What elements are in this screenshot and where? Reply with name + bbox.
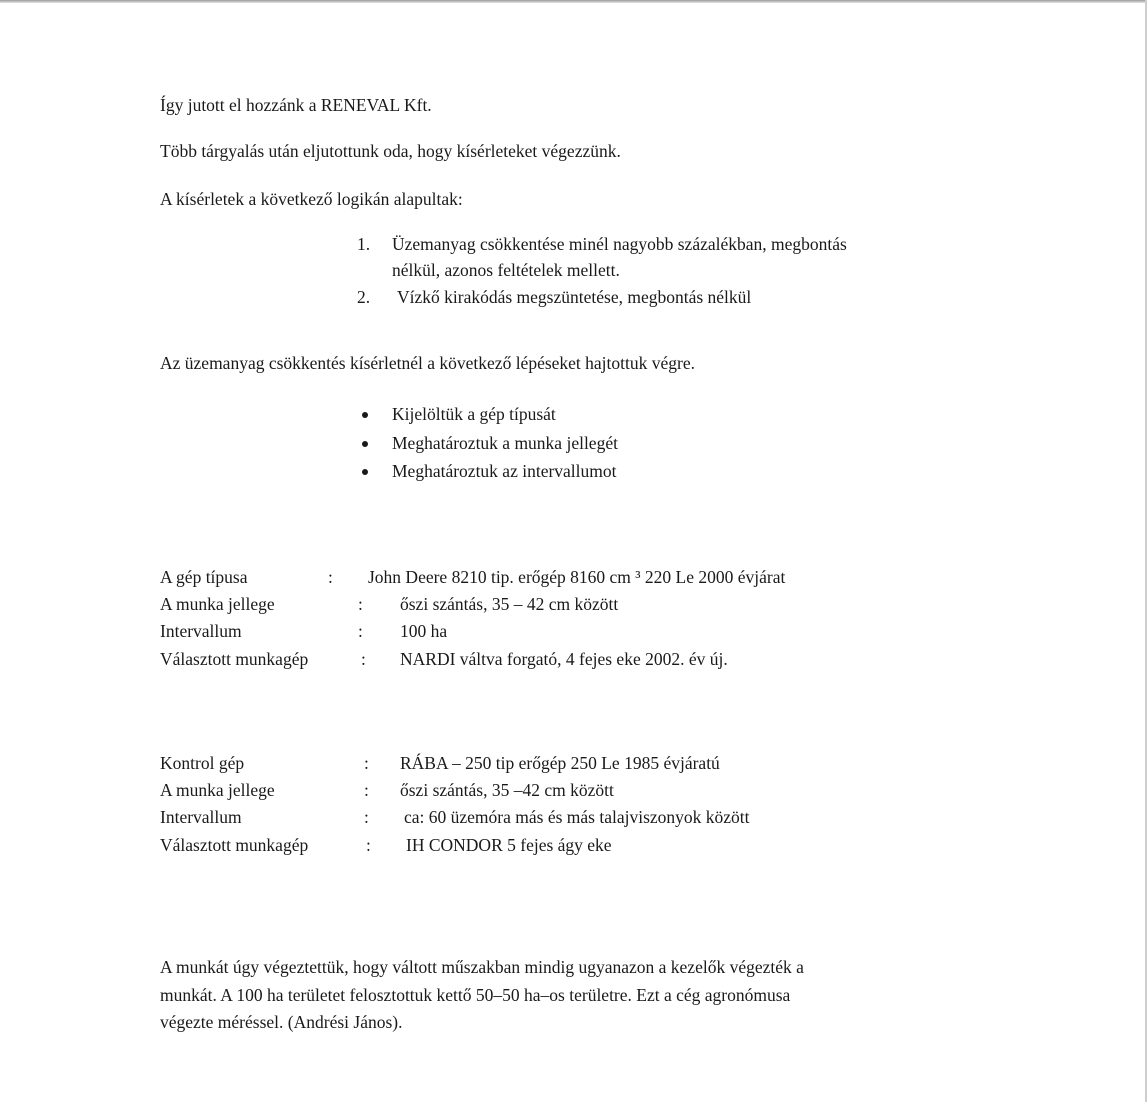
scan-top-edge bbox=[0, 0, 1147, 3]
table-colon: : bbox=[358, 594, 363, 614]
table-value: őszi szántás, 35 –42 cm között bbox=[400, 780, 614, 800]
list-item-text: Üzemanyag csökkentése minél nagyobb százalékban, megbontás bbox=[392, 234, 847, 254]
steps-intro: Az üzemanyag csökkentés kísérletnél a következő lépéseket hajtottuk végre. bbox=[160, 353, 695, 373]
intro-line-3: A kísérletek a következő logikán alapultak: bbox=[160, 189, 463, 209]
step-item: Meghatároztuk az intervallumot bbox=[392, 461, 617, 481]
table-colon: : bbox=[364, 780, 369, 800]
bullet-icon bbox=[362, 469, 368, 475]
table-colon: : bbox=[358, 621, 363, 641]
table-colon: : bbox=[364, 807, 369, 827]
intro-line-2: Több tárgyalás után eljutottunk oda, hogy kísérleteket végezzünk. bbox=[160, 141, 621, 161]
step-item: Kijelöltük a gép típusát bbox=[392, 404, 556, 424]
list-item-number: 1. bbox=[357, 234, 371, 254]
closing-line-3: végezte méréssel. (Andrési János). bbox=[160, 1012, 403, 1032]
table-value: ca: 60 üzemóra más és más talajviszonyok között bbox=[404, 807, 750, 827]
table-value: NARDI váltva forgató, 4 fejes eke 2002. év új. bbox=[400, 649, 728, 669]
table-value: IH CONDOR 5 fejes ágy eke bbox=[406, 835, 612, 855]
table-colon: : bbox=[361, 649, 366, 669]
list-item-number: 2. bbox=[357, 287, 371, 307]
table-label: Választott munkagép bbox=[160, 649, 309, 669]
table-label: A gép típusa bbox=[160, 567, 248, 587]
table-label: Intervallum bbox=[160, 621, 242, 641]
closing-line-1: A munkát úgy végeztettük, hogy váltott műszakban mindig ugyanazon a kezelők végezték a bbox=[160, 957, 804, 977]
list-item-text-continued: nélkül, azonos feltételek mellett. bbox=[392, 260, 620, 280]
table-label: Intervallum bbox=[160, 807, 242, 827]
table-colon: : bbox=[366, 835, 371, 855]
table-value: John Deere 8210 tip. erőgép 8160 cm ³ 220 Le 2000 évjárat bbox=[368, 567, 786, 587]
bullet-icon bbox=[362, 441, 368, 447]
table-label: Kontrol gép bbox=[160, 753, 245, 773]
intro-line-1: Így jutott el hozzánk a RENEVAL Kft. bbox=[160, 95, 432, 115]
table-label: A munka jellege bbox=[160, 594, 275, 614]
table-label: A munka jellege bbox=[160, 780, 275, 800]
table-value: őszi szántás, 35 – 42 cm között bbox=[400, 594, 619, 614]
table-value: RÁBA – 250 tip erőgép 250 Le 1985 évjáratú bbox=[400, 753, 720, 773]
step-item: Meghatároztuk a munka jellegét bbox=[392, 433, 618, 453]
table-label: Választott munkagép bbox=[160, 835, 309, 855]
list-item-text: Vízkő kirakódás megszüntetése, megbontás nélkül bbox=[397, 287, 752, 307]
table-colon: : bbox=[328, 567, 333, 587]
bullet-icon bbox=[362, 412, 368, 418]
closing-line-2: munkát. A 100 ha területet felosztottuk kettő 50–50 ha–os területre. Ezt a cég agronómusa bbox=[160, 985, 791, 1005]
table-colon: : bbox=[364, 753, 369, 773]
table-value: 100 ha bbox=[400, 621, 448, 641]
